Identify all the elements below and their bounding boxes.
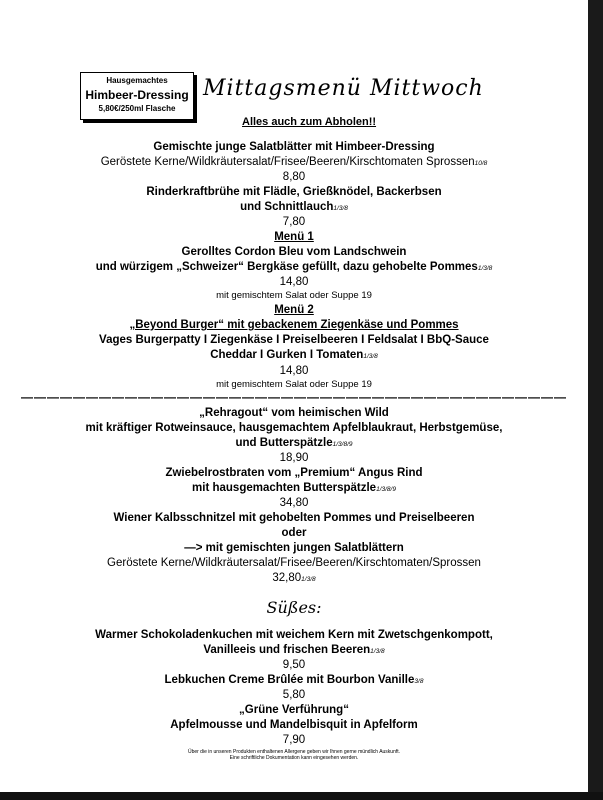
scrollbar-edge <box>588 0 603 800</box>
menu1-price: 14,80 <box>279 276 309 288</box>
promo-box <box>80 72 194 120</box>
promo-line2: Himbeer-Dressing <box>85 88 189 102</box>
promo-line3: 5,80€/250ml Flasche <box>98 104 176 113</box>
menu1-note: mit gemischtem Salat oder Suppe 19 <box>216 290 372 301</box>
green-line2: Apfelmousse und Mandelbisquit in Apfelform <box>170 719 418 731</box>
menu-title: Mittagsmenü Mittwoch <box>203 76 484 101</box>
pickup-note: Alles auch zum Abholen!! <box>242 116 377 128</box>
menu2-line2: Vages Burgerpatty I Ziegenkäse I Preiselbeeren I Feldsalat I BbQ-Sauce <box>99 334 489 346</box>
menu2-price: 14,80 <box>279 365 309 377</box>
creme-price: 5,80 <box>282 689 306 701</box>
salad-name: Gemischte junge Salatblätter mit Himbeer-Dressing <box>153 141 435 153</box>
sweets-heading: Süßes: <box>266 598 322 617</box>
bottom-edge <box>0 792 603 800</box>
roast-price: 34,80 <box>279 497 309 509</box>
roast-line2: mit hausgemachten Butterspätzle1/3/8/9 <box>192 482 396 494</box>
soup-line1: Rinderkraftbrühe mit Flädle, Grießknödel, Backerbsen <box>146 186 442 198</box>
green-price: 7,90 <box>282 734 306 746</box>
roast-line1: Zwiebelrostbraten vom „Premium“ Angus Rind <box>165 467 423 479</box>
divider: —————————————————————————————————————————— <box>21 390 567 404</box>
schnitzel-line2: oder <box>281 527 307 539</box>
promo-line1: Hausgemachtes <box>106 76 168 85</box>
menu1-label: Menü 1 <box>274 231 314 243</box>
footnote-line2: Eine schriftliche Dokumentation kann eingesehen werden. <box>229 755 359 761</box>
cake-line2: Vanilleeis und frischen Beeren1/3/8 <box>203 644 385 656</box>
salad-desc: Geröstete Kerne/Wildkräutersalat/Frisee/Beeren/Kirschtomaten Sprossen10/8 <box>100 156 488 168</box>
green-line1: „Grüne Verführung“ <box>239 704 349 716</box>
menu2-label: Menü 2 <box>274 304 314 316</box>
menu2-line3: Cheddar I Gurken I Tomaten1/3/8 <box>210 349 378 361</box>
salad-price: 8,80 <box>282 171 306 183</box>
creme-line: Lebkuchen Creme Brûlée mit Bourbon Vanille3/8 <box>164 674 424 686</box>
menu2-line1: „Beyond Burger“ mit gebackenem Ziegenkäse und Pommes <box>129 319 459 331</box>
footnote-line1: Über die in unseren Produkten enthaltenen Allergene geben wir Ihnen gerne mündlich Auskunft. <box>187 749 401 755</box>
menu1-line1: Gerolltes Cordon Bleu vom Landschwein <box>181 246 407 258</box>
soup-price: 7,80 <box>282 216 306 228</box>
ragout-line2: mit kräftiger Rotweinsauce, hausgemachtem Apfelblaukraut, Herbstgemüse, <box>85 422 503 434</box>
schnitzel-price: 32,801/3/8 <box>272 572 316 584</box>
cake-line1: Warmer Schokoladenkuchen mit weichem Kern mit Zwetschgenkompott, <box>95 629 493 641</box>
ragout-line1: „Rehragout“ vom heimischen Wild <box>199 407 389 419</box>
schnitzel-line1: Wiener Kalbsschnitzel mit gehobelten Pommes und Preiselbeeren <box>113 512 475 524</box>
ragout-line3: und Butterspätzle1/3/8/9 <box>235 437 353 449</box>
soup-line2: und Schnittlauch1/3/8 <box>240 201 348 213</box>
menu1-line2: und würzigem „Schweizer“ Bergkäse gefüllt, dazu gehobelte Pommes1/3/8 <box>95 261 493 273</box>
cake-price: 9,50 <box>282 659 306 671</box>
ragout-price: 18,90 <box>279 452 309 464</box>
schnitzel-desc: Geröstete Kerne/Wildkräutersalat/Frisee/Beeren/Kirschtomaten/Sprossen <box>107 557 481 569</box>
schnitzel-line3: —> mit gemischten jungen Salatblättern <box>184 542 404 554</box>
menu2-note: mit gemischtem Salat oder Suppe 19 <box>216 379 372 390</box>
